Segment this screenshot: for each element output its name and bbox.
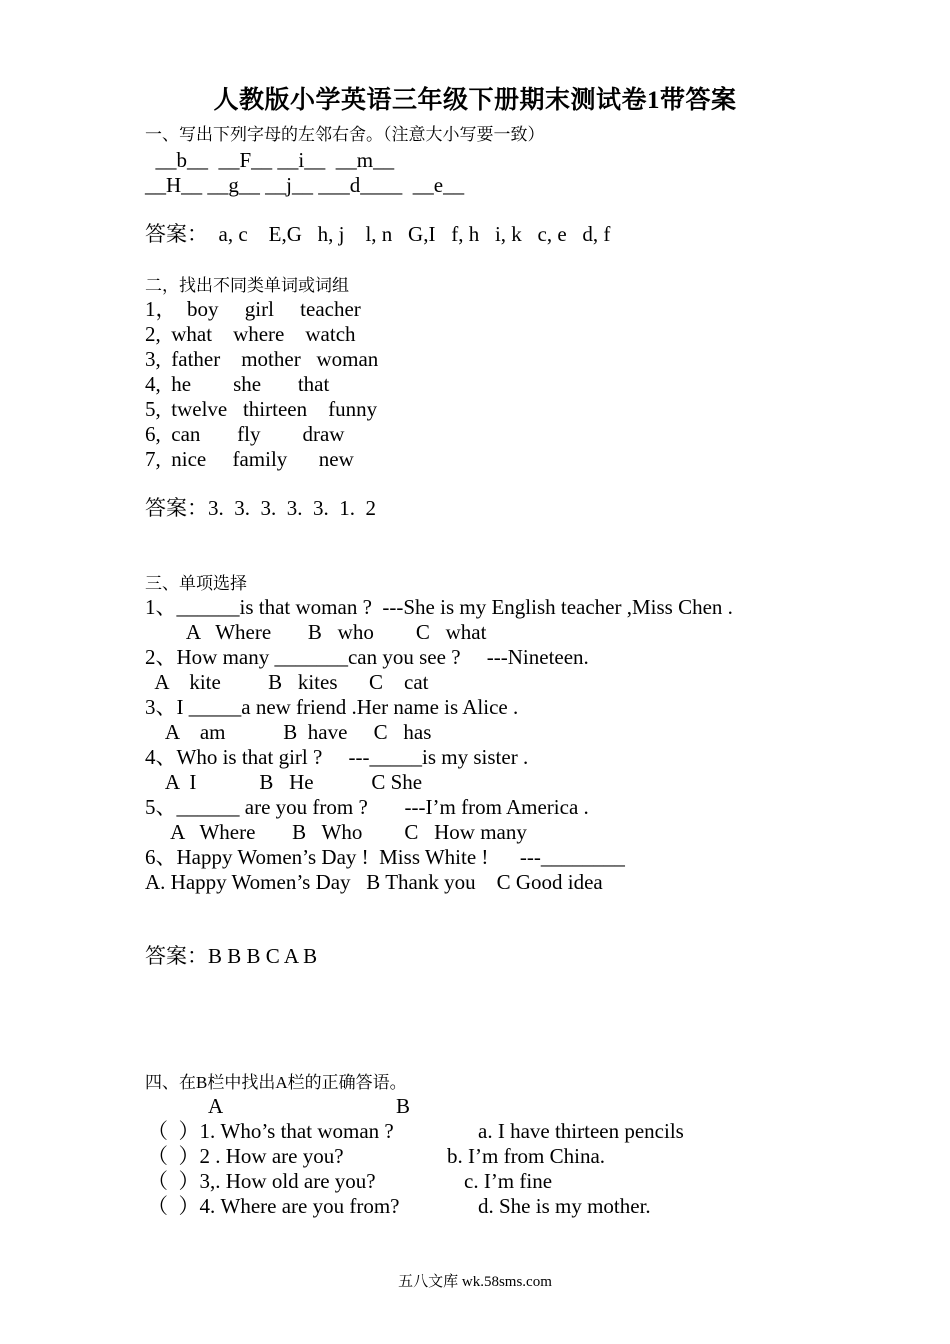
section3-line: 4、Who is that girl ? ---_____is my sister . xyxy=(145,745,529,769)
section2-heading: 二，找出不同类单词或词组 xyxy=(145,276,349,295)
section1-answer: 答案： a, c E,G h, j l, n G,I f, h i, k c, e d, f xyxy=(145,222,611,246)
section3-line: A kite B kites C cat xyxy=(145,670,429,694)
match-answer: c. I’m fine xyxy=(464,1169,553,1193)
match-answer: a. I have thirteen pencils xyxy=(478,1119,684,1143)
section3-line: A. Happy Women’s Day B Thank you C Good idea xyxy=(145,870,603,894)
section2-item: 2, what where watch xyxy=(145,322,356,346)
section2-item: 6, can fly draw xyxy=(145,422,345,446)
section2-answer: 答案：3. 3. 3. 3. 3. 1. 2 xyxy=(145,496,376,520)
section3-line: 3、I _____a new friend .Her name is Alice . xyxy=(145,695,519,719)
section3-line: 2、How many _______can you see ? ---Nineteen. xyxy=(145,645,589,669)
section3-answer: 答案：B B B C A B xyxy=(145,944,318,968)
section2-item: 3, father mother woman xyxy=(145,347,379,371)
section2-item: 7, nice family new xyxy=(145,447,354,471)
match-question: （ ）1. Who’s that woman ? xyxy=(147,1119,394,1143)
section3-line: A am B have C has xyxy=(145,720,432,744)
match-question: （ ）2 . How are you? xyxy=(147,1144,344,1168)
section2-item: 1， boy girl teacher xyxy=(145,297,361,321)
footer-watermark: 五八文库 wk.58sms.com xyxy=(398,1274,552,1290)
match-answer: d. She is my mother. xyxy=(478,1194,651,1218)
match-question: （ ）4. Where are you from? xyxy=(147,1194,400,1218)
section3-line: 5、______ are you from ? ---I’m from America . xyxy=(145,795,589,819)
column-b-label: B xyxy=(396,1094,411,1118)
column-a-label: A xyxy=(208,1094,224,1118)
section2-item: 5, twelve thirteen funny xyxy=(145,397,378,421)
section3-line: 6、Happy Women’s Day ! Miss White ! ---________ xyxy=(145,845,625,869)
page-title: 人教版小学英语三年级下册期末测试卷1带答案 xyxy=(213,87,737,114)
section1-heading: 一、写出下列字母的左邻右舍。（注意大小写要一致） xyxy=(145,125,545,144)
section3-line: A Where B who C what xyxy=(145,620,487,644)
section1-letters-line1: __b__ __F__ __i__ __m__ xyxy=(145,148,395,172)
section3-heading: 三、单项选择 xyxy=(145,574,247,593)
match-answer: b. I’m from China. xyxy=(447,1144,606,1168)
section1-letters-line2: __H__ __g__ __j__ ___d____ __e__ xyxy=(145,173,465,197)
section4-heading: 四、在B栏中找出A栏的正确答语。 xyxy=(145,1073,407,1092)
section3-line: A Where B Who C How many xyxy=(145,820,527,844)
section3-line: A I B He C She xyxy=(145,770,423,794)
section2-item: 4, he she that xyxy=(145,372,330,396)
section3-line: 1、______is that woman ? ---She is my English teacher ,Miss Chen . xyxy=(145,595,733,619)
match-question: （ ）3,. How old are you? xyxy=(147,1169,376,1193)
